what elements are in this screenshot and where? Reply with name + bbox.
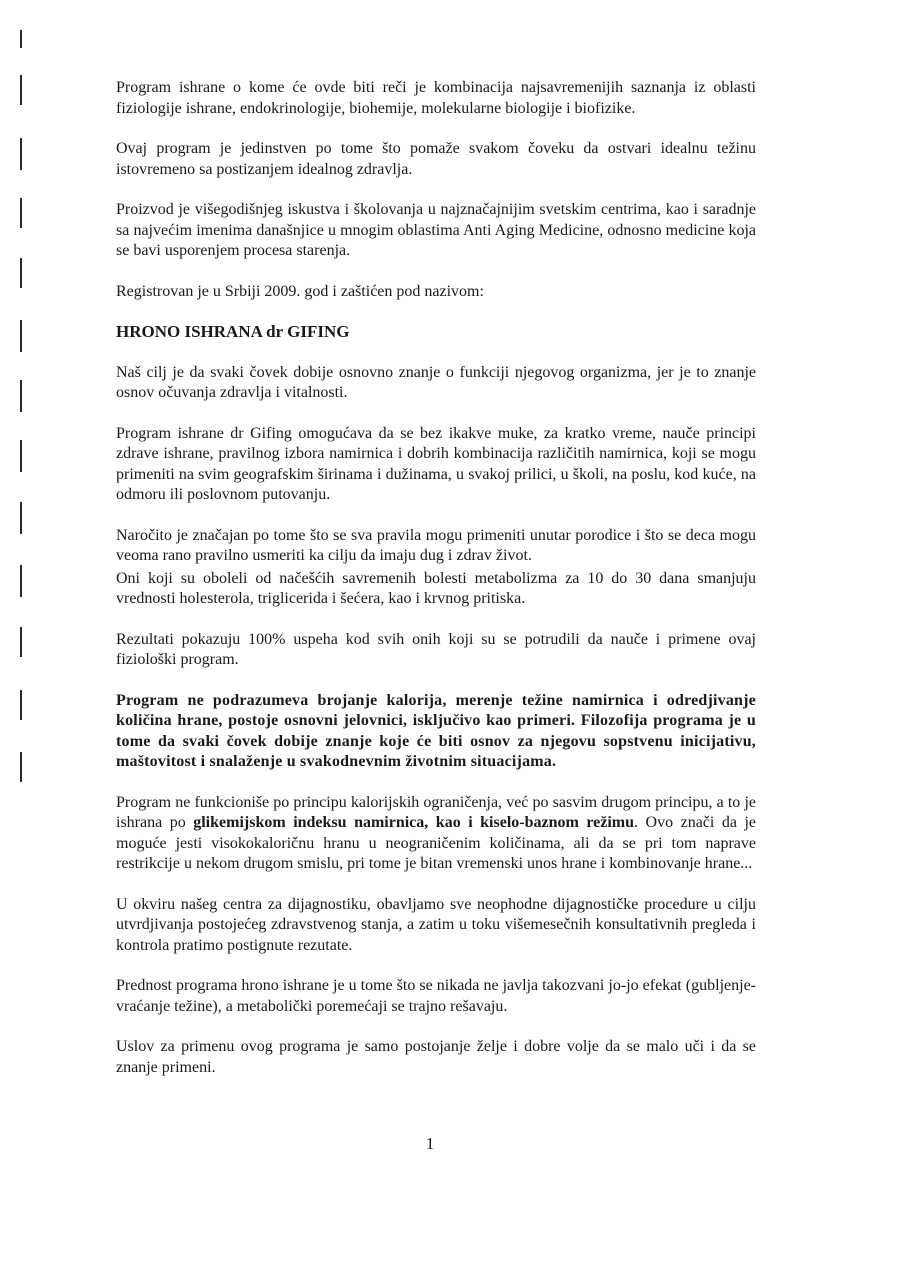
glycemic-text-start: Program ne funkcioniše po principu kalorijskih ograničenja, već po sasvim drugom principu, a to je ishrana po xyxy=(116,793,756,831)
binding-mark xyxy=(20,198,22,228)
binding-mark xyxy=(20,752,22,782)
glycemic-text-end: . Ovo znači da je moguće jesti visokokaloričnu hranu u neograničenim količinama, ali da se pri tom naprave restrikcije u nekom drugom smislu, pri tome je bitan vremenski unos hrane i kombinovanje hrane... xyxy=(116,814,757,872)
paragraph-philosophy: Program ne podrazumeva brojanje kalorija, merenje težine namirnica i odredjivanje količina hrane, postoje osnovni jelovnici, isključivo kao primeri. Filozofija programa je u tome da svaki čovek dobije znanje koje će biti osnov za njegovu sopstvenu inicijativu, maštovitost i snalaženje u svakodnevnim životnim situacijama. xyxy=(116,691,756,770)
paragraph-unique: Ovaj program je jedinstven po tome što pomaže svakom čoveku da ostvari idealnu težinu istovremeno sa postizanjem idealnog zdravlja. xyxy=(116,140,756,178)
paragraph-program: Program ishrane dr Gifing omogućava da se bez ikakve muke, za kratko vreme, nauče principi zdrave ishrane, pravilnog izbora namirnica i dobrih kombinacija različitih namirnica, koji se mogu primeniti na svim geografskim širinama i dužinama, u svakoj prilici, u školi, na poslu, kod kuće, na odmoru ili poslovnom putovanju. xyxy=(116,424,756,503)
program-heading: HRONO ISHRANA dr GIFING xyxy=(116,322,350,341)
paragraph-glycemic xyxy=(116,793,756,875)
binding-mark xyxy=(20,258,22,288)
binding-mark xyxy=(20,138,22,170)
binding-mark xyxy=(20,502,22,534)
binding-mark xyxy=(20,320,22,352)
paragraph-results: Rezultati pokazuju 100% uspeha kod svih onih koji su se potrudili da nauče i primene ovaj fiziološki program. xyxy=(116,630,756,668)
glycemic-emphasis: glikemijskom indeksu namirnica, kao i kiselo-baznom režimu xyxy=(193,814,635,831)
paragraph-experience: Proizvod je višegodišnjeg iskustva i školovanja u najznačajnijim svetskim centrima, kao i saradnje sa najvećim imenima današnjice u mnogim oblastima Anti Aging Medicine, odnosno medicine koja se bavi usporenjem procesa starenja. xyxy=(116,201,756,259)
binding-mark xyxy=(20,565,22,597)
document-body xyxy=(116,78,756,1098)
scan-binding-marks xyxy=(0,0,30,1272)
binding-mark xyxy=(20,440,22,472)
paragraph-diagnostics: U okviru našeg centra za dijagnostiku, obavljamo sve neophodne dijagnostičke procedure u cilju utvrdjivanja postojećeg zdravstvenog stanja, a zatim u toku višemesečnih konsultativnih pregleda i kontrola pratimo postignute rezutate. xyxy=(116,895,756,954)
binding-mark xyxy=(20,690,22,720)
binding-mark xyxy=(20,75,22,105)
paragraph-condition: Uslov za primenu ovog programa je samo postojanje želje i dobre volje da se malo uči i da se znanje primeni. xyxy=(116,1038,756,1076)
binding-mark xyxy=(20,30,22,48)
paragraph-intro: Program ishrane o kome će ovde biti reči je kombinacija najsavremenijih saznanja iz oblasti fiziologije ishrane, endokrinologije, biohemije, molekularne biologije i biofizike. xyxy=(116,79,756,117)
paragraph-diseases: Oni koji su oboleli od načešćih savremenih bolesti metabolizma za 10 do 30 dana smanjuju vrednosti holesterola, triglicerida i šećera, kao i krvnog pritiska. xyxy=(116,569,756,607)
paragraph-advantage: Prednost programa hrono ishrane je u tome što se nikada ne javlja takozvani jo-jo efekat (gubljenje-vraćanje težine), a metabolički poremećaji se trajno rešavaju. xyxy=(116,977,756,1015)
paragraph-family: Naročito je značajan po tome što se sva pravila mogu primeniti unutar porodice i što se deca mogu veoma rano pravilno usmeriti ka cilju da imaju dug i zdrav život. xyxy=(116,526,756,564)
binding-mark xyxy=(20,380,22,412)
paragraph-registered: Registrovan je u Srbiji 2009. god i zaštićen pod nazivom: xyxy=(116,282,484,300)
page-number: 1 xyxy=(425,1134,435,1153)
binding-mark xyxy=(20,627,22,657)
paragraph-goal: Naš cilj je da svaki čovek dobije osnovno znanje o funkciji njegovog organizma, jer je to znanje osnov očuvanja zdravlja i vitalnosti. xyxy=(116,363,756,401)
